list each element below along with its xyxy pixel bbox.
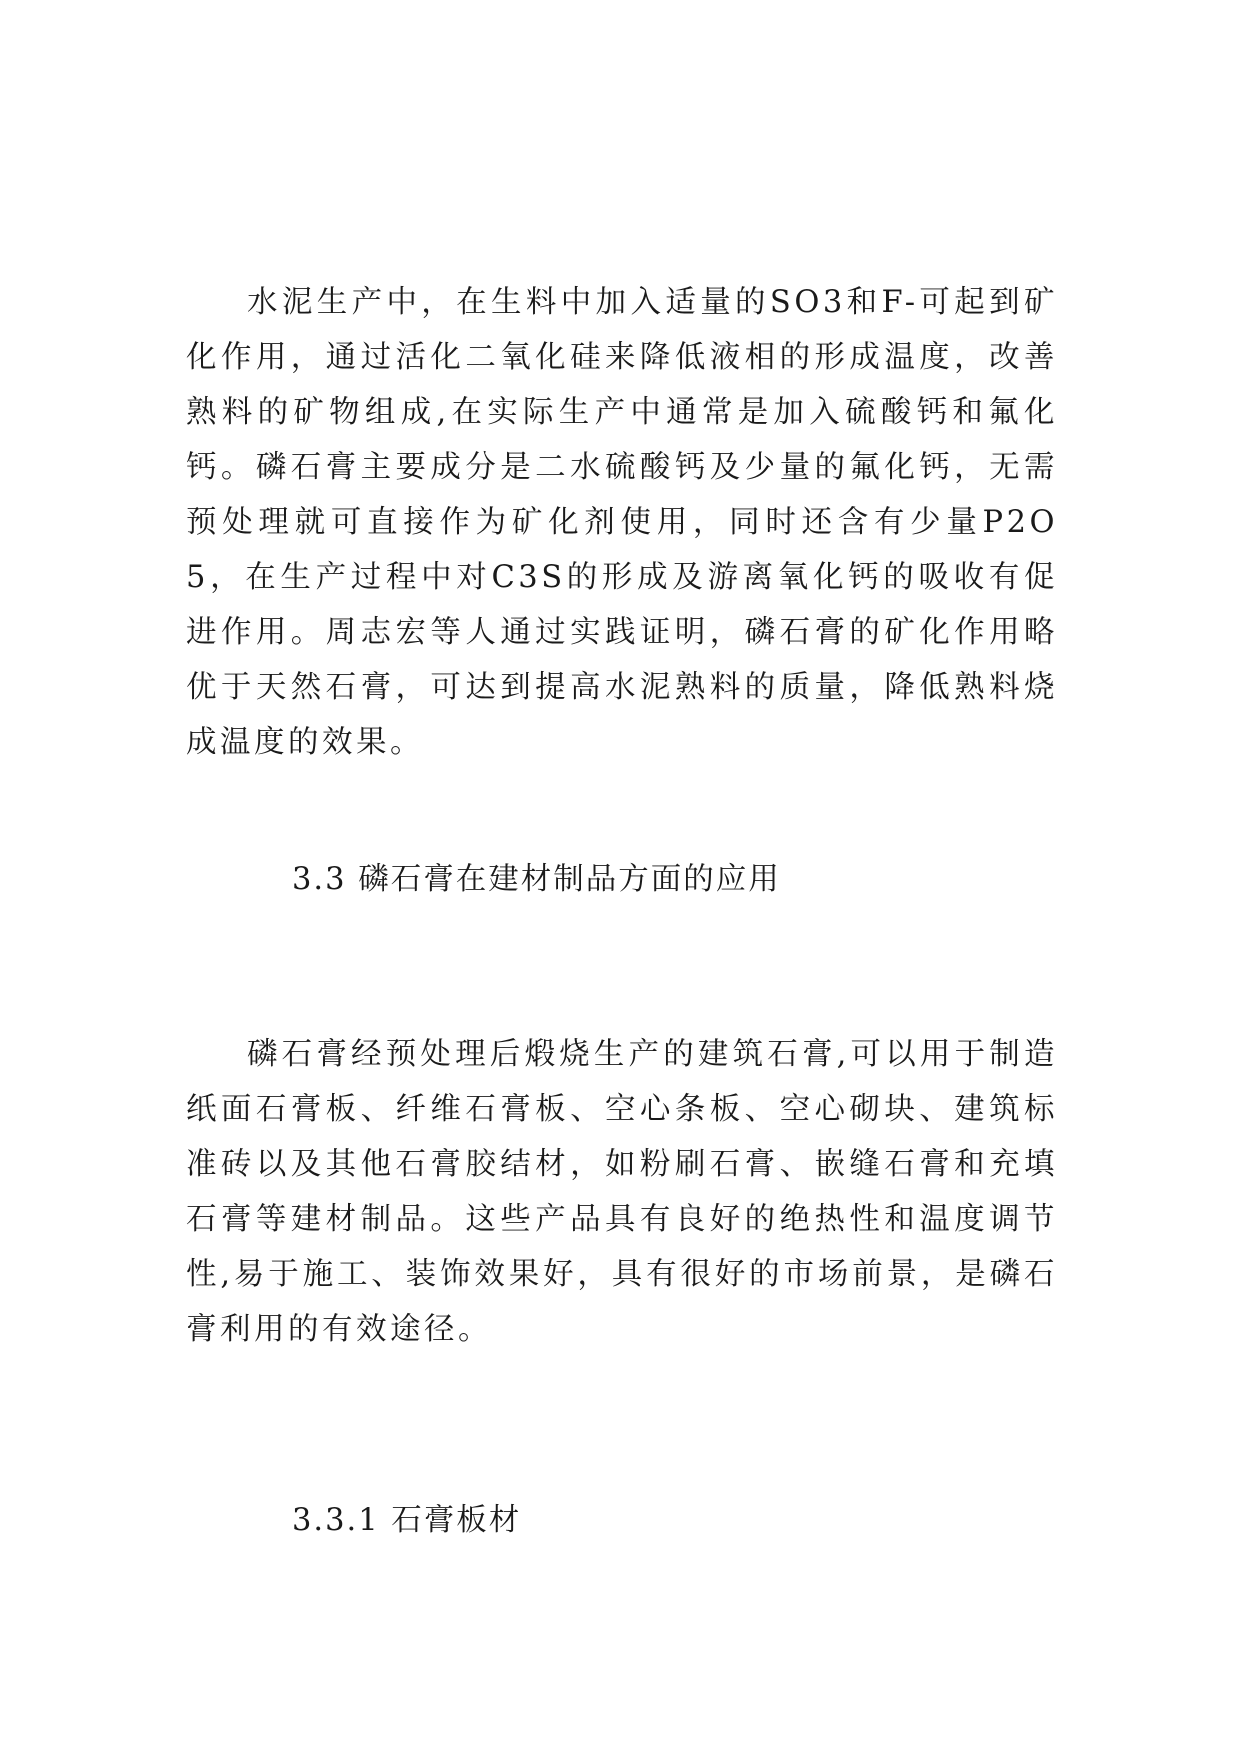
section-heading-3-3-1: 3.3.1 石膏板材 [292,1503,522,1538]
paragraph-mineralizer: 水泥生产中，在生料中加入适量的SO3和F-可起到矿化作用，通过活化二氧化硅来降低液相的形成温度，改善熟料的矿物组成,在实际生产中通常是加入硫酸钙和氟化钙。磷石膏主要成分是二水硫酸钙及少量的氟化钙，无需预处理就可直接作为矿化剂使用，同时还含有少量P2O5，在生产过程中对C3S的形成及游离氧化钙的吸收有促进作用。周志宏等人通过实践证明，磷石膏的矿化作用略优于天然石膏，可达到提高水泥熟料的质量，降低熟料烧成温度的效果。 [186,285,1058,760]
section-heading-3-3: 3.3 磷石膏在建材制品方面的应用 [292,862,781,897]
paragraph-building-materials: 磷石膏经预处理后煅烧生产的建筑石膏,可以用于制造纸面石膏板、纤维石膏板、空心条板、空心砌块、建筑标准砖以及其他石膏胶结材，如粉刷石膏、嵌缝石膏和充填石膏等建材制品。这些产品具有良好的绝热性和温度调节性,易于施工、装饰效果好，具有很好的市场前景，是磷石膏利用的有效途径。 [186,1037,1058,1347]
